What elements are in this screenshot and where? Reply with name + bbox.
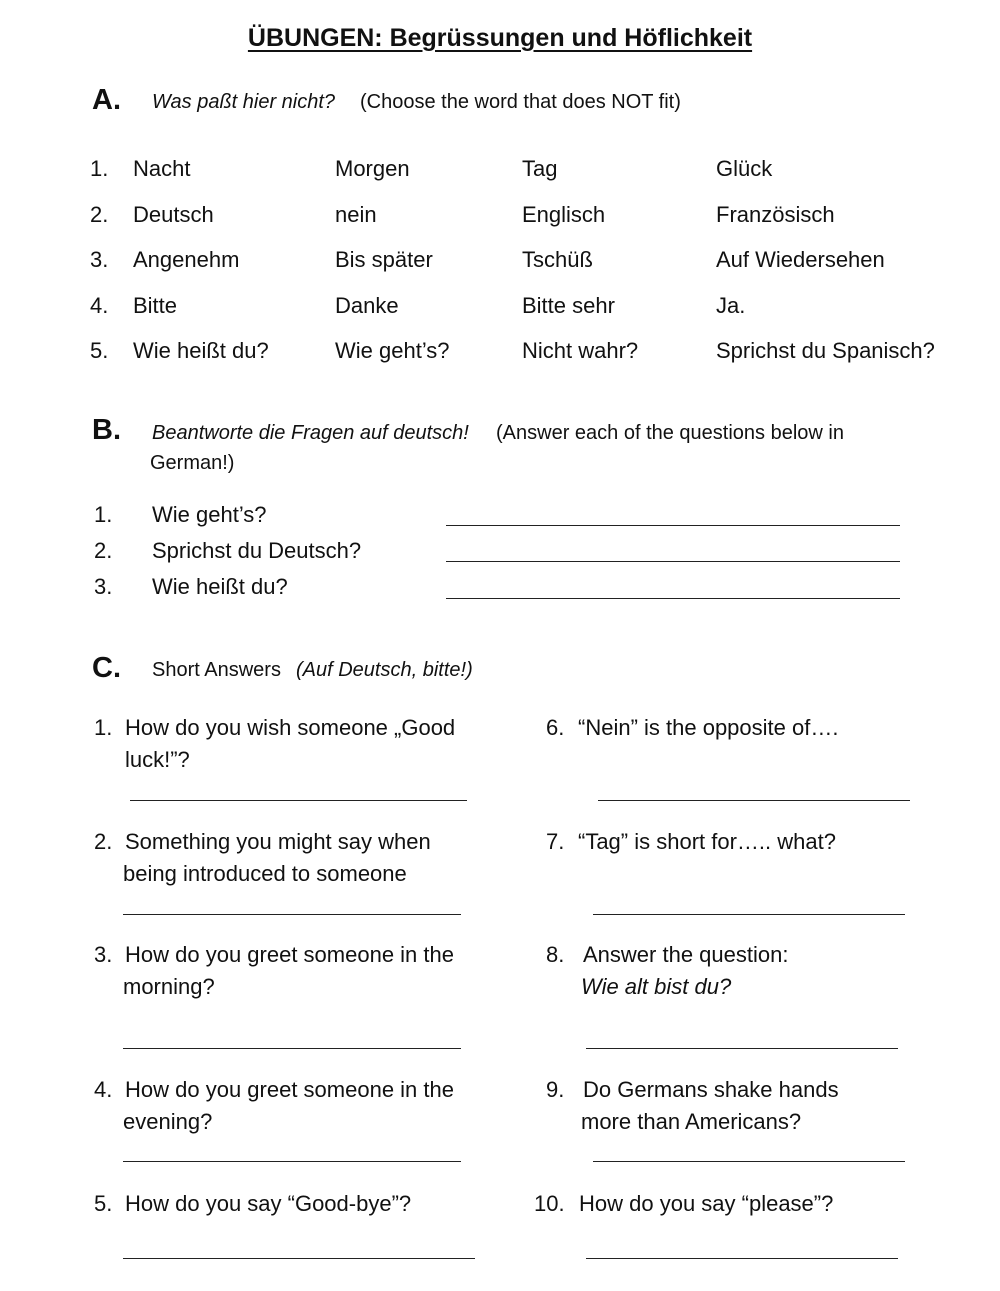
answer-line[interactable] [446, 525, 900, 526]
question-line: How do you say “please”? [579, 1191, 834, 1216]
answer-line[interactable] [123, 914, 461, 915]
word-option[interactable]: Ja. [716, 293, 746, 318]
section-a-instruction-de: Was paßt hier nicht? [152, 91, 336, 113]
question-number: 1. [94, 715, 113, 740]
question-number: 7. [546, 829, 565, 854]
answer-line[interactable] [598, 800, 910, 801]
question-line: more than Americans? [581, 1109, 802, 1134]
word-option[interactable]: Nicht wahr? [522, 338, 639, 363]
section-c-instruction: Short Answers [152, 659, 281, 681]
answer-line[interactable] [123, 1161, 461, 1162]
question-line: evening? [123, 1109, 213, 1134]
section-b-instruction-en: (Answer each of the questions below in [496, 422, 844, 444]
word-option[interactable]: Angenehm [133, 247, 240, 272]
question-line: morning? [123, 974, 215, 999]
word-option[interactable]: Französisch [716, 202, 835, 227]
word-option[interactable]: Bis später [335, 247, 433, 272]
question-number: 6. [546, 715, 565, 740]
word-option[interactable]: Wie geht’s? [335, 338, 450, 363]
answer-line[interactable] [123, 1258, 475, 1259]
question-line: Answer the question: [583, 942, 789, 967]
section-c-instruction-it: (Auf Deutsch, bitte!) [296, 659, 473, 681]
word-option[interactable]: Bitte sehr [522, 293, 615, 318]
page-title: ÜBUNGEN: Begrüssungen und Höflichkeit [247, 24, 753, 52]
question-number: 3. [94, 574, 113, 599]
section-b-instruction-de: Beantworte die Fragen auf deutsch! [152, 422, 469, 444]
question-number: 2. [94, 538, 113, 563]
row-number: 5. [90, 338, 109, 363]
question-text: Wie heißt du? [152, 574, 288, 599]
word-option[interactable]: Deutsch [133, 202, 214, 227]
answer-line[interactable] [586, 1258, 898, 1259]
question-line: being introduced to someone [123, 861, 407, 886]
word-option[interactable]: Bitte [133, 293, 178, 318]
question-line: How do you greet someone in the [125, 942, 454, 967]
word-option[interactable]: Morgen [335, 156, 410, 181]
question-number: 4. [94, 1077, 113, 1102]
section-b-letter: B. [92, 414, 121, 446]
question-text: Sprichst du Deutsch? [152, 538, 362, 563]
question-line: Do Germans shake hands [583, 1077, 839, 1102]
answer-line[interactable] [593, 914, 905, 915]
word-option[interactable]: nein [335, 202, 377, 227]
section-a-letter: A. [92, 84, 121, 116]
word-option[interactable]: Danke [335, 293, 399, 318]
section-a-instruction-en: (Choose the word that does NOT fit) [360, 91, 681, 113]
word-option[interactable]: Tag [522, 156, 558, 181]
question-line: luck!”? [125, 747, 190, 772]
question-number: 10. [534, 1191, 565, 1216]
answer-line[interactable] [130, 800, 467, 801]
word-option[interactable]: Tschüß [522, 247, 593, 272]
question-number: 2. [94, 829, 113, 854]
word-option[interactable]: Glück [716, 156, 773, 181]
question-line: “Tag” is short for….. what? [578, 829, 836, 854]
question-line: Wie alt bist du? [581, 974, 732, 999]
question-number: 3. [94, 942, 113, 967]
answer-line[interactable] [446, 561, 900, 562]
row-number: 4. [90, 293, 109, 318]
word-option[interactable]: Nacht [133, 156, 191, 181]
word-option[interactable]: Sprichst du Spanisch? [716, 338, 935, 363]
question-line: Something you might say when [125, 829, 431, 854]
question-line: How do you say “Good-bye”? [125, 1191, 412, 1216]
question-line: How do you greet someone in the [125, 1077, 454, 1102]
answer-line[interactable] [446, 598, 900, 599]
answer-line[interactable] [586, 1048, 898, 1049]
question-line: “Nein” is the opposite of…. [578, 715, 839, 740]
question-number: 5. [94, 1191, 113, 1216]
question-number: 9. [546, 1077, 565, 1102]
word-option[interactable]: Englisch [522, 202, 606, 227]
section-b-instruction-en-cont: German!) [150, 452, 235, 474]
word-option[interactable]: Wie heißt du? [133, 338, 269, 363]
row-number: 1. [90, 156, 109, 181]
answer-line[interactable] [123, 1048, 461, 1049]
question-number: 8. [546, 942, 565, 967]
row-number: 2. [90, 202, 109, 227]
question-line: How do you wish someone „Good [125, 715, 456, 740]
row-number: 3. [90, 247, 109, 272]
word-option[interactable]: Auf Wiedersehen [716, 247, 885, 272]
section-c-letter: C. [92, 652, 121, 684]
answer-line[interactable] [593, 1161, 905, 1162]
question-number: 1. [94, 502, 113, 527]
question-text: Wie geht’s? [152, 502, 267, 527]
